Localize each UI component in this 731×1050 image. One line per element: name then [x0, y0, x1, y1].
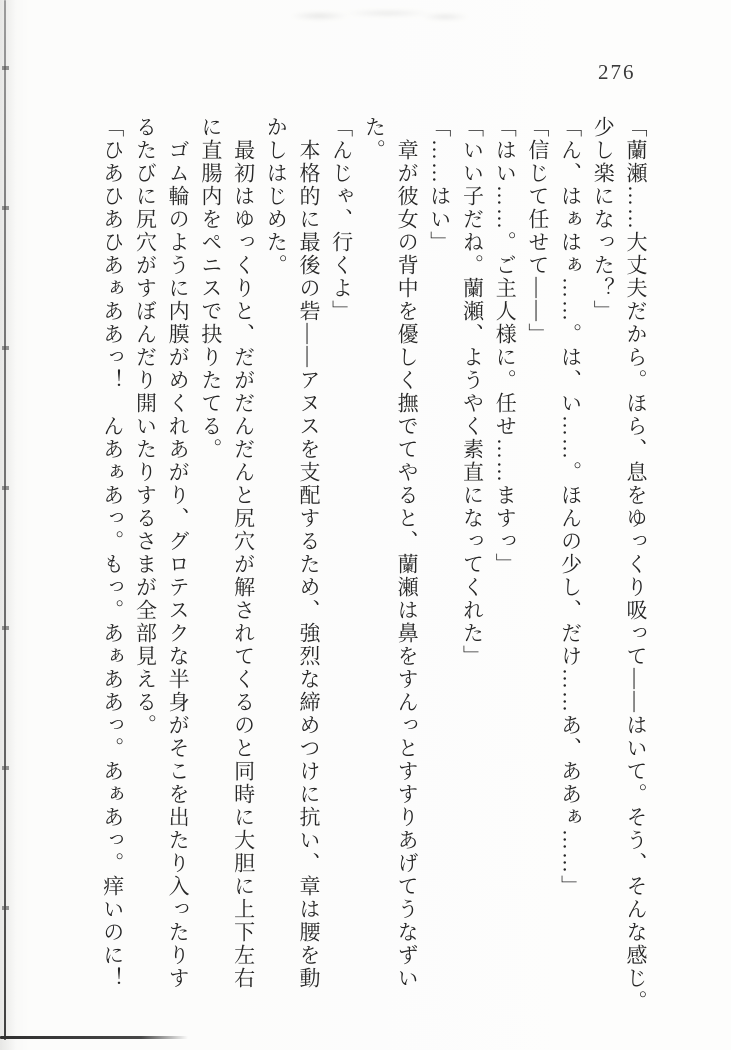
text-column: 「んじゃ、行くよ」 [329, 116, 354, 323]
text-column: た。 [362, 116, 387, 162]
text-column: ゴム輪のように内膜がめくれあがり、グロテスクな半身がそこを出たり入ったりす [166, 139, 191, 990]
text-column: 「いい子だね。蘭瀬、ようやく素直になってくれた」 [460, 116, 485, 668]
text-column: に直腸内をペニスで抉りたてる。 [198, 116, 223, 461]
bleedthrough-smudge [286, 6, 471, 24]
text-column: 章が彼女の背中を優しく撫でてやると、蘭瀬は鼻をすんっとすすりあげてうなずい [395, 139, 420, 990]
text-column: 「……はい」 [427, 116, 452, 254]
page-edge-line [4, 0, 6, 1040]
text-column: 最初はゆっくりと、だがだんだんと尻穴が解されてくるのと同時に大胆に上下左右 [231, 139, 256, 990]
text-column: 「はい……。ご主人様に。任せ……ますっ」 [493, 116, 518, 576]
page-number: 276 [598, 60, 636, 84]
text-column: るたびに尻穴がすぼんだり開いたりするさまが全部見える。 [133, 116, 158, 737]
text-column: 「ん、はぁはぁ……。は、い……。ほんの少し、だけ……あ、ああぁ……」 [558, 116, 583, 898]
vertical-text-block [96, 116, 652, 1028]
text-column: 少し楽になった？」 [591, 116, 616, 323]
text-column: 「ひあひあひあぁああっ！ んあぁあっ。もっ。あぁああっ。あぁあっ。痒いのに！ [100, 116, 125, 990]
text-column: かしはじめた。 [264, 116, 289, 277]
text-column: 本格的に最後の砦——アヌスを支配するため、強烈な締めつけに抗い、章は腰を動 [296, 139, 321, 990]
text-column: 「蘭瀬……大丈夫だから。ほら、息をゆっくり吸って——はいて。そう、そんな感じ。 [624, 116, 648, 1013]
bottom-edge-line [0, 1036, 188, 1039]
text-column: 「信じて任せて——」 [525, 116, 550, 346]
